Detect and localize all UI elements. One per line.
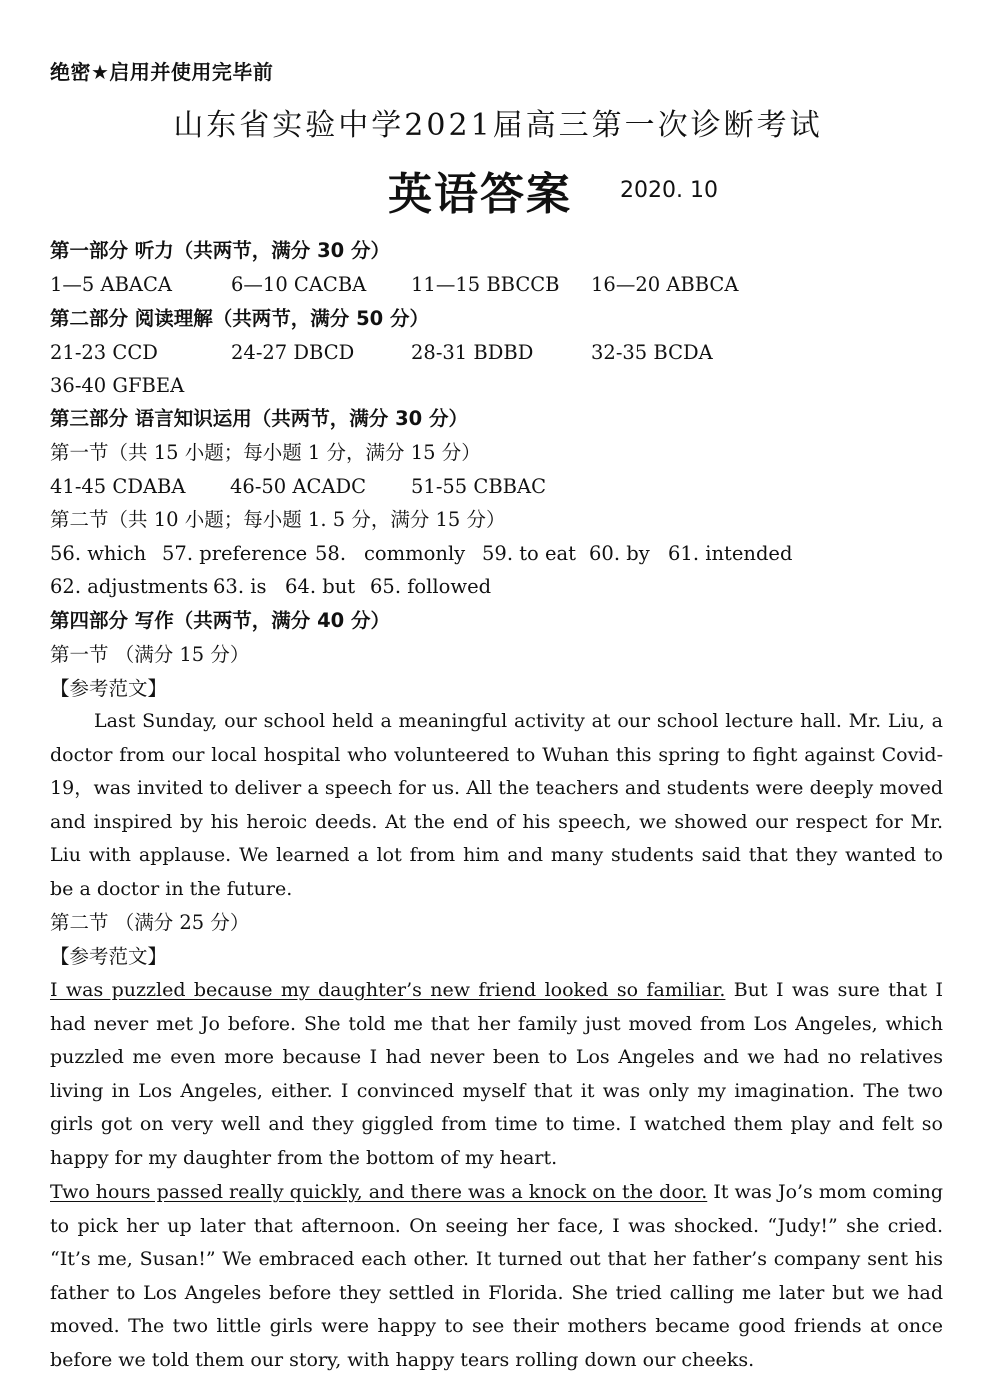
part1-answers-row <box>50 273 930 297</box>
blank-answer: 59. to eat <box>482 542 576 565</box>
blank-answer: 58. <box>315 542 347 565</box>
confidential-label: 绝密★启用并使用完毕前 <box>50 60 274 84</box>
blank-answer: commonly <box>364 542 466 565</box>
part3-section2-row1 <box>50 542 940 566</box>
given-first-sentence: Two hours passed really quickly, and there was a knock on the door. <box>50 1181 708 1203</box>
answer-group: 51-55 CBBAC <box>411 475 546 498</box>
blank-answer: 63. is <box>213 575 267 598</box>
part3-section1-heading: 第一节（共 15 小题；每小题 1 分，满分 15 分） <box>50 441 481 464</box>
part3-section2-row2 <box>50 575 940 599</box>
part2-heading: 第二部分 阅读理解（共两节，满分 50 分） <box>50 307 430 330</box>
answer-group: 6—10 CACBA <box>231 273 367 296</box>
part3-section1-answers <box>50 475 930 499</box>
answer-group: 36-40 GFBEA <box>50 374 185 397</box>
answer-group: 11—15 BBCCB <box>411 273 560 296</box>
answer-group: 32-35 BCDA <box>591 341 713 364</box>
answer-group: 41-45 CDABA <box>50 475 186 498</box>
answer-group: 1—5 ABACA <box>50 273 173 296</box>
blank-answer: 60. by <box>589 542 650 565</box>
blank-answer: 56. which <box>50 542 147 565</box>
section1-essay: Last Sunday, our school held a meaningful activity at our school lecture hall. Mr. Liu, a doctor from our local hospital who volunteered to Wuhan this spring to fight against Covid-19，was invited to deliver a speech for us. All the teachers and students were deeply moved and inspired by his heroic deeds. At the end of his speech, we showed our respect for Mr. Liu with applause. We learned a lot from him and many students said that they wanted to be a doctor in the future. <box>50 710 943 900</box>
reference-essay-label: 【参考范文】 <box>50 677 168 700</box>
part3-heading: 第三部分 语言知识运用（共两节，满分 30 分） <box>50 407 469 430</box>
page-title: 英语答案 <box>388 169 572 220</box>
answer-group: 21-23 CCD <box>50 341 158 364</box>
reference-essay-label: 【参考范文】 <box>50 945 168 968</box>
part4-section1-heading: 第一节 （满分 15 分） <box>50 643 250 666</box>
paragraph-body: But I was sure that I had never met Jo before. She told me that her family just moved from Los Angeles, which puzzled me even more because I had never been to Los Angeles and we had no relatives living in Los Angeles, either. I convinced myself that it was only my imagination. The two girls got on very well and they giggled from time to time. I watched them play and felt so happy for my daughter from the bottom of my heart. <box>50 979 943 1169</box>
paragraph-body: It was Jo’s mom coming to pick her up later that afternoon. On seeing her face, I was shocked. “Judy!” she cried. “It’s me, Susan!” We embraced each other. It turned out that her father’s company sent his father to Los Angeles before they settled in Florida. She tried calling me later but we had moved. The two little girls were happy to see their mothers became good friends at once before we told them our story, with happy tears rolling down our cheeks. <box>50 1181 943 1371</box>
blank-answer: 57. preference <box>162 542 308 565</box>
part1-heading: 第一部分 听力（共两节，满分 30 分） <box>50 239 391 262</box>
part4-section2-heading: 第二节 （满分 25 分） <box>50 911 250 934</box>
answer-group: 28-31 BDBD <box>411 341 534 364</box>
exam-date: 2020. 10 <box>620 178 718 203</box>
answer-group: 24-27 DBCD <box>231 341 355 364</box>
part3-section2-heading: 第二节（共 10 小题；每小题 1. 5 分，满分 15 分） <box>50 508 506 531</box>
continuation-paragraph-1 <box>50 974 943 1175</box>
blank-answer: 65. followed <box>370 575 492 598</box>
answer-group: 46-50 ACADC <box>230 475 367 498</box>
blank-answer: 61. intended <box>668 542 793 565</box>
blank-answer: 62. adjustments <box>50 575 209 598</box>
answer-group: 16—20 ABBCA <box>591 273 739 296</box>
part4-heading: 第四部分 写作（共两节，满分 40 分） <box>50 609 391 632</box>
school-exam-title: 山东省实验中学2021届高三第一次诊断考试 <box>173 108 823 143</box>
continuation-paragraph-2 <box>50 1176 943 1377</box>
given-first-sentence: I was puzzled because my daughter’s new friend looked so familiar. <box>50 979 726 1001</box>
part2-answers-row <box>50 341 930 365</box>
blank-answer: 64. but <box>285 575 356 598</box>
